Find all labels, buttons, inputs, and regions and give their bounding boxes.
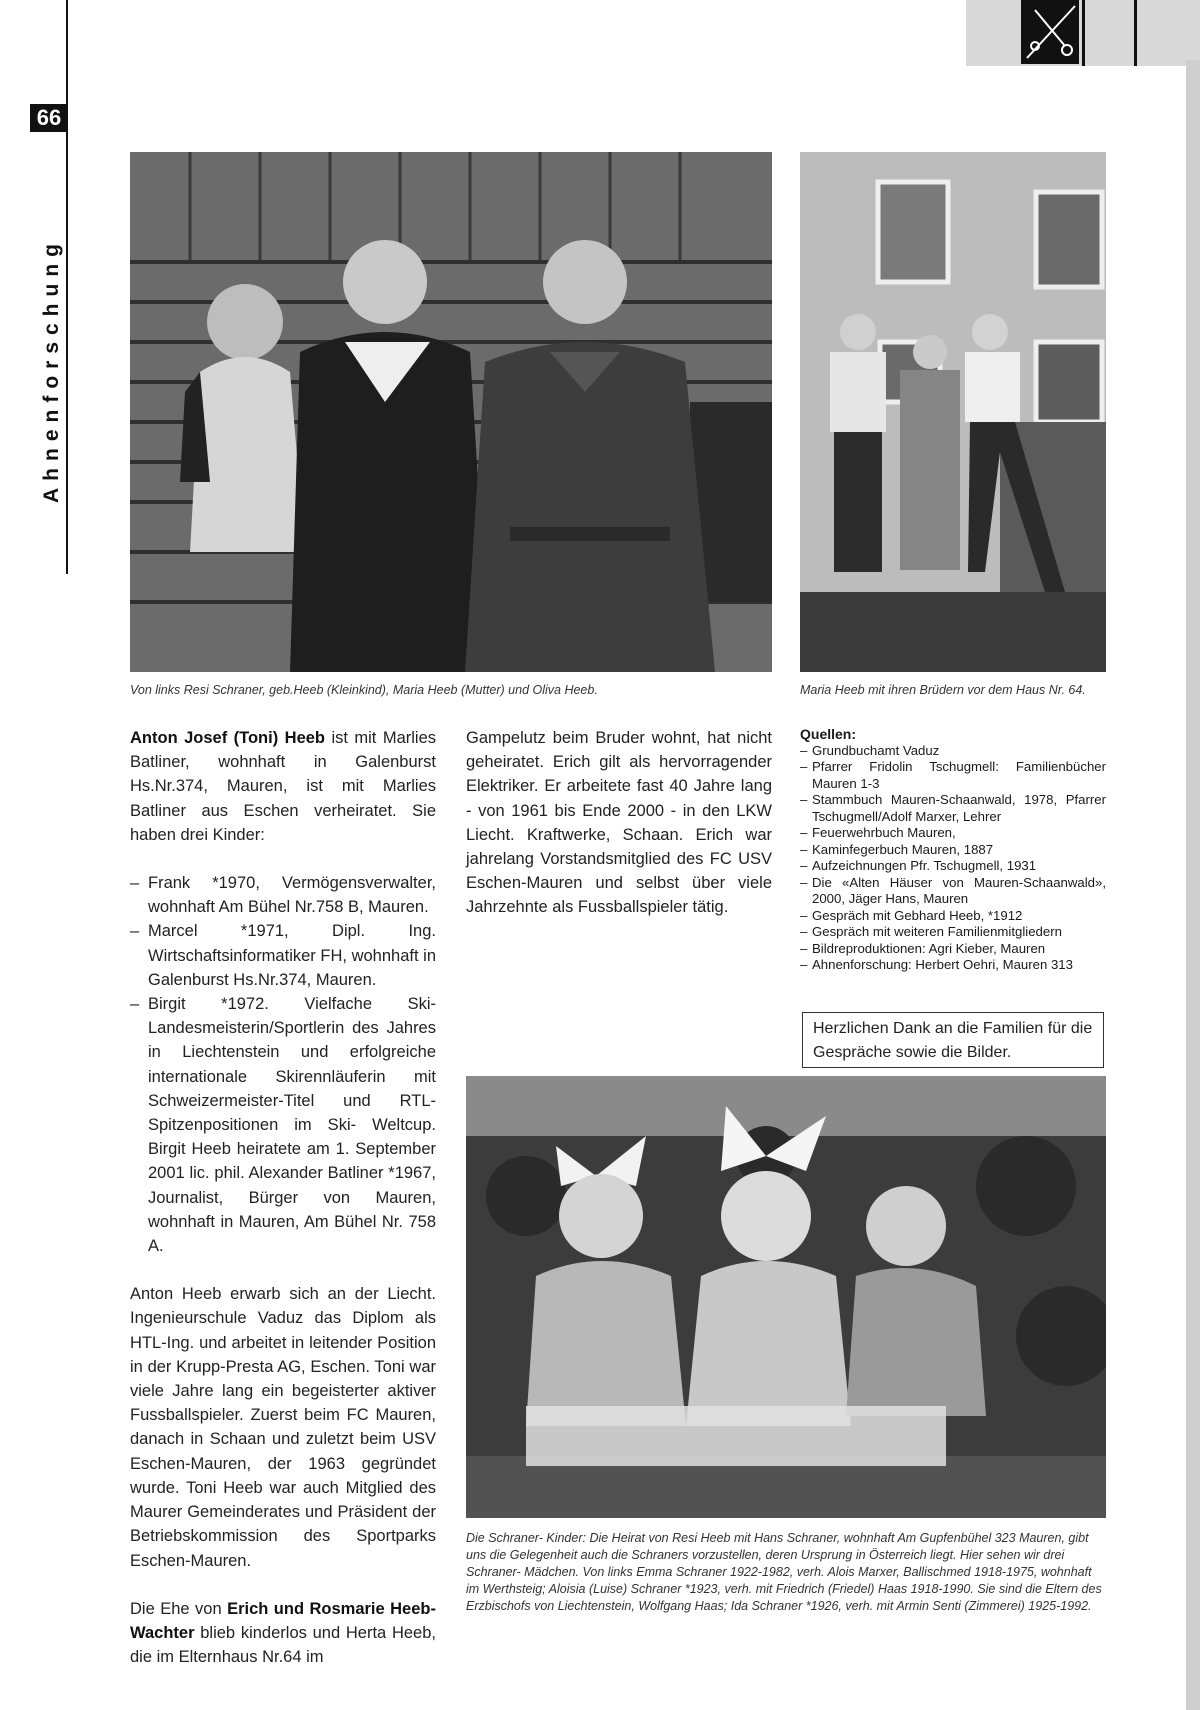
list-item: – Birgit *1972. Vielfache Ski- Landesmeisterin/Sportlerin des Jahres in Liechtenstein und erfolgreiche internationale Skirennläuferin mit Schweizermeister-Titel und RTL- Spitzenpositionen im Ski- Weltcup. Birgit Heeb heiratete am 1. September 2001 lic. phil. Alexander Batliner *1967, Journalist, Bürger von Mauren, wohnhaft in Mauren, Am Bühel Nr. 758 A. [130, 992, 436, 1258]
list-item: – Frank *1970, Vermögensverwalter, wohnhaft Am Bühel Nr.758 B, Mauren. [130, 871, 436, 919]
list-item: – Bildreproduktionen: Agri Kieber, Mauren [800, 941, 1106, 958]
list-item: – Gespräch mit weiteren Familienmitgliedern [800, 924, 1106, 941]
article-column-1 [130, 726, 436, 1669]
page-edge [1186, 60, 1200, 1710]
paragraph-anton: Anton Josef (Toni) Heeb ist mit Marlies Batliner, wohnhaft in Galenburst Hs.Nr.374, Mauren, ist mit Marlies Batliner aus Eschen verheiratet. Sie haben drei Kinder: [130, 729, 437, 844]
list-item: – Ahnenforschung: Herbert Oehri, Mauren 313 [800, 957, 1106, 974]
photo-schraner-girls [466, 1076, 1106, 1518]
scissors-icon [1021, 0, 1079, 64]
sources-box [800, 726, 1106, 974]
section-title: Ahnenforschung [40, 237, 63, 503]
list-item: – Marcel *1971, Dipl. Ing. Wirtschaftsinformatiker FH, wohnhaft in Galenburst Hs.Nr.374, Mauren. [130, 919, 436, 992]
article-column-2 [466, 726, 772, 920]
list-item: – Kaminfegerbuch Mauren, 1887 [800, 842, 1106, 859]
photo-house [800, 152, 1106, 672]
name-erich-rosmarie: Erich und Rosmarie Heeb- Wachter [130, 1599, 436, 1642]
paragraph-erich: Die Ehe von Erich und Rosmarie Heeb- Wachter blieb kinderlos und Herta Heeb, die im Elternhaus Nr.64 im [130, 1599, 436, 1667]
list-item: – Die «Alten Häuser von Mauren-Schaanwald», 2000, Jäger Hans, Mauren [800, 875, 1106, 908]
list-item: – Grundbuchamt Vaduz [800, 743, 1106, 760]
paragraph-erich-continued: Gampelutz beim Bruder wohnt, hat nicht geheiratet. Erich gilt als hervorragender Elektriker. Er arbeitete fast 40 Jahre lang - von 1961 bis Ende 2000 - in den LKW Liecht. Kraftwerke, Schaan. Erich war jahrelang Vorstandsmitglied des FC USV Eschen-Mauren und selbst über viele Jahrzehnte als Fussballspieler tätig. [466, 729, 772, 917]
photo-family-group-caption: Von links Resi Schraner, geb.Heeb (Kleinkind), Maria Heeb (Mutter) und Oliva Heeb. [130, 683, 598, 697]
page-number: 66 [30, 104, 68, 132]
sources-heading: Quellen: [800, 726, 857, 742]
name-anton-heeb: Anton Josef (Toni) Heeb [130, 729, 326, 747]
thanks-box: Herzlichen Dank an die Familien für die Gespräche sowie die Bilder. [802, 1012, 1104, 1068]
photo-house-caption: Maria Heeb mit ihren Brüdern vor dem Haus Nr. 64. [800, 683, 1086, 697]
sources-list [800, 743, 1106, 974]
list-item: – Pfarrer Fridolin Tschugmell: Familienbücher Mauren 1-3 [800, 759, 1106, 792]
children-list [130, 871, 436, 1258]
top-divider [1082, 0, 1085, 66]
photo-schraner-girls-caption: Die Schraner- Kinder: Die Heirat von Resi Heeb mit Hans Schraner, wohnhaft Am Gupfenbühel 323 Mauren, gibt uns die Gelegenheit auch die Schraners vorzustellen, deren Ursprung in Österreich liegt. Hier sehen wir drei Schraner- Mädchen. Von links Emma Schraner 1922-1982, verh. Alois Marxer, Ballischmed 1918-1975, wohnhaft im Werthsteig; Aloisia (Luise) Schraner *1923, verh. mit Friedrich (Friedel) Haas 1918-1990. Sie sind die Eltern des Erzbischofs von Liechtenstein, Wolfgang Haas; Ida Schraner *1926, verh. mit Armin Senti (Zimmerei) 1925-1992. [466, 1531, 1102, 1613]
list-item: – Gespräch mit Gebhard Heeb, *1912 [800, 908, 1106, 925]
top-divider [1134, 0, 1137, 66]
paragraph-anton-career: Anton Heeb erwarb sich an der Liecht. Ingenieurschule Vaduz das Diplom als HTL-Ing. und arbeitet in leitender Position in der Krupp-Presta AG, Eschen. Toni war viele Jahre lang ein begeisterter aktiver Fussballspieler. Zuerst beim FC Mauren, danach in Schaan und zuletzt beim USV Eschen-Mauren, der 1963 gegründet wurde. Toni Heeb war auch Mitglied des Maurer Gemeinderates und Präsident der Betriebskommission des Sportparks Eschen-Mauren. [130, 1285, 436, 1570]
list-item: – Aufzeichnungen Pfr. Tschugmell, 1931 [800, 858, 1106, 875]
photo-family-group [130, 152, 772, 672]
list-item: – Stammbuch Mauren-Schaanwald, 1978, Pfarrer Tschugmell/Adolf Marxer, Lehrer [800, 792, 1106, 825]
list-item: – Feuerwehrbuch Mauren, [800, 825, 1106, 842]
